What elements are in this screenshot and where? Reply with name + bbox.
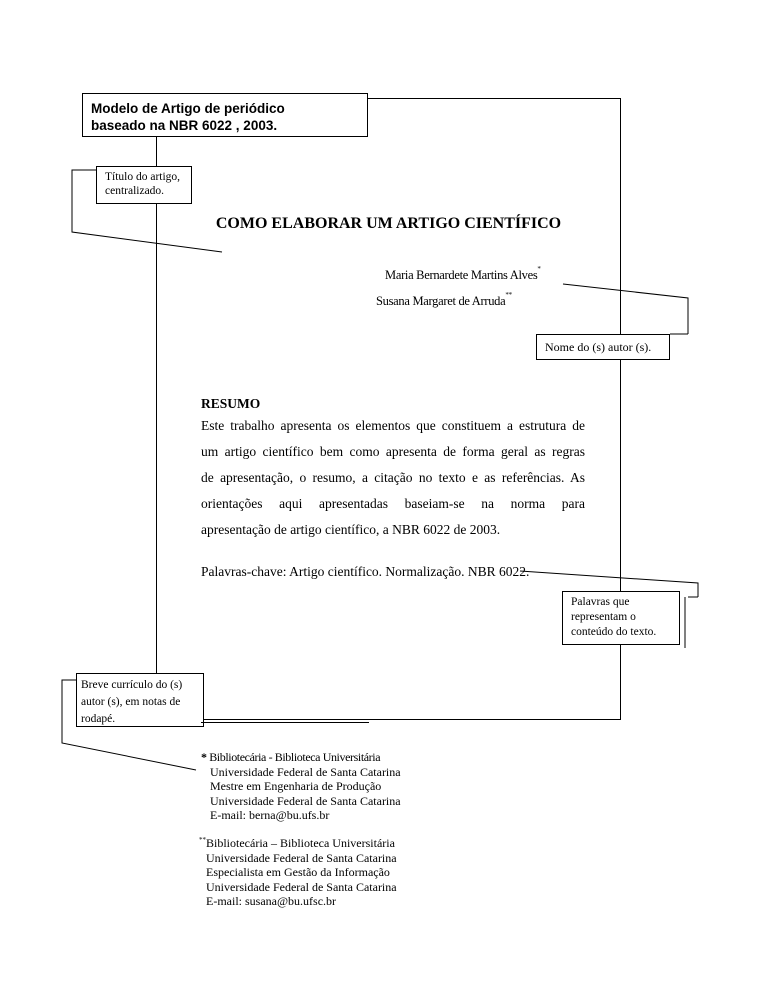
footnote-first-line bbox=[201, 750, 401, 765]
footnote-line: Bibliotecária – Biblioteca Universitária bbox=[206, 836, 395, 850]
footnote-rule bbox=[201, 722, 369, 723]
author-name: Maria Bernardete Martins Alves bbox=[385, 268, 538, 282]
footnote-mark: * bbox=[201, 750, 210, 764]
header-line-1: Modelo de Artigo de periódico bbox=[91, 101, 285, 116]
bio-note-line: rodapé. bbox=[81, 713, 116, 725]
abstract-heading: RESUMO bbox=[201, 396, 261, 411]
abstract-line: orientações aqui apresentadas baseiam-se na norma para bbox=[201, 496, 585, 511]
keywords-note-line: Palavras que bbox=[571, 596, 630, 608]
abstract-line: apresentação de artigo científico, a NBR 6022 de 2003. bbox=[201, 522, 501, 537]
bio-note-line: Breve currículo do (s) bbox=[81, 679, 183, 691]
bio-note-line: autor (s), em notas de bbox=[81, 696, 181, 708]
author-callout-line bbox=[563, 284, 688, 334]
author-1 bbox=[385, 265, 541, 283]
author-name: Susana Margaret de Arruda bbox=[376, 294, 506, 308]
author-mark: * bbox=[537, 265, 541, 273]
abstract-body bbox=[201, 413, 585, 543]
footnote-2 bbox=[199, 836, 397, 909]
footnote-line: Universidade Federal de Santa Catarina bbox=[206, 850, 397, 865]
keywords-note-line: representam o bbox=[571, 611, 636, 623]
keywords: Palavras-chave: Artigo científico. Normalização. NBR 6022. bbox=[201, 564, 530, 579]
footnote-line: Mestre em Engenharia de Produção bbox=[210, 779, 382, 793]
abstract-line: Este trabalho apresenta os elementos que constituem a estrutura de bbox=[201, 418, 585, 433]
author-note-text: Nome do (s) autor (s). bbox=[545, 340, 652, 354]
author-2 bbox=[376, 291, 512, 309]
author-note bbox=[536, 334, 670, 360]
footnote-line: Universidade Federal de Santa Catarina bbox=[206, 879, 397, 894]
keywords-note-line: conteúdo do texto. bbox=[571, 626, 657, 638]
footnote-first-line bbox=[199, 836, 397, 851]
footnote-line: E-mail: berna@bu.ufs.br bbox=[210, 808, 330, 822]
author-mark: ** bbox=[505, 291, 512, 299]
header-box bbox=[82, 93, 368, 137]
footnote-line: E-mail: susana@bu.ufsc.br bbox=[206, 894, 337, 908]
footnote-line: Bibliotecária - Biblioteca Universitária bbox=[209, 750, 381, 764]
title-note-line: Título do artigo, bbox=[105, 171, 181, 183]
article-title: COMO ELABORAR UM ARTIGO CIENTÍFICO bbox=[215, 215, 562, 232]
footnote-mark: ** bbox=[199, 836, 206, 844]
title-note-line: centralizado. bbox=[105, 185, 165, 197]
bio-note bbox=[76, 673, 204, 727]
abstract-line: de apresentação, o resumo, a citação no texto e as referências. As bbox=[201, 470, 585, 485]
header-line-2: baseado na NBR 6022 , 2003. bbox=[91, 118, 278, 133]
keywords-note bbox=[562, 591, 680, 645]
footnote-line: Universidade Federal de Santa Catarina bbox=[210, 764, 401, 779]
footnote-1 bbox=[201, 750, 401, 823]
title-note bbox=[96, 166, 192, 204]
footnote-line: Universidade Federal de Santa Catarina bbox=[210, 793, 401, 808]
footnote-line: Especialista em Gestão da Informação bbox=[206, 865, 390, 879]
abstract-line: um artigo científico bem como apresenta de forma geral as regras bbox=[201, 444, 585, 459]
